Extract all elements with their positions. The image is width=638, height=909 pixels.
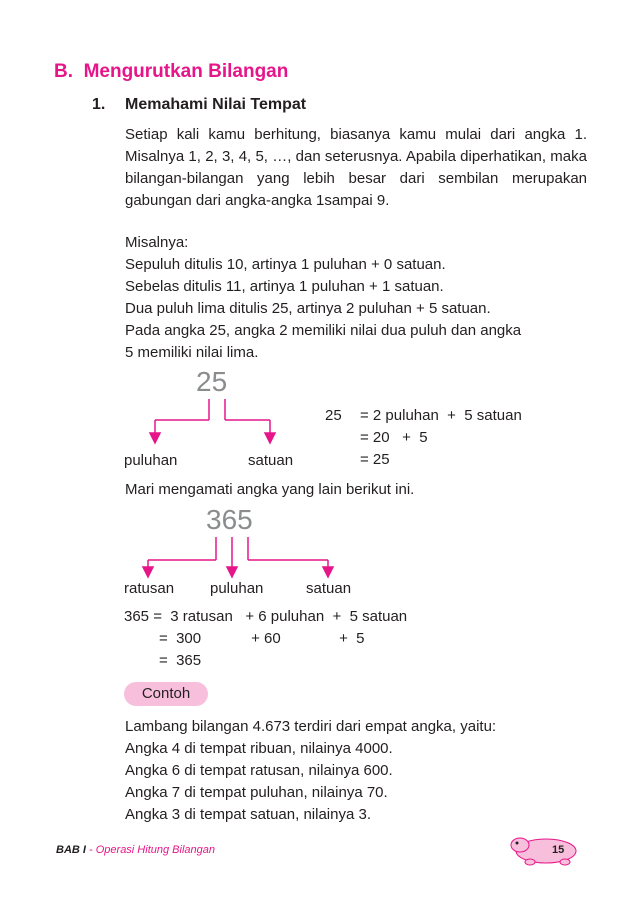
footer-separator: -: [85, 844, 96, 856]
text-line: Sebelas ditulis 11, artinya 1 puluhan + 1 satuan.: [125, 278, 444, 295]
example-line: Lambang bilangan 4.673 terdiri dari empat angka, yaitu:: [125, 718, 497, 735]
diagram1-number: 25: [196, 366, 228, 397]
text-line: Misalnya:: [125, 234, 189, 251]
section-title: Mengurutkan Bilangan: [83, 61, 289, 82]
diagram2-label-satuan: satuan: [306, 580, 352, 597]
diagram2-eq-line: = 300 + 60 + 5: [159, 630, 365, 647]
diagram1-label-puluhan: puluhan: [124, 452, 178, 469]
example-line: Angka 7 di tempat puluhan, nilainya 70.: [125, 784, 388, 801]
arrow-head: [265, 433, 275, 443]
diagram2-label-puluhan: puluhan: [210, 580, 264, 597]
diagram1-label-satuan: satuan: [248, 452, 294, 469]
arrow-head: [150, 433, 160, 443]
diagram1-eq-line: = 20 + 5: [360, 429, 428, 446]
diagram1-eq-line: = 25: [360, 451, 390, 468]
observe-text: Mari mengamati angka yang lain berikut ini.: [125, 481, 415, 498]
diagram2-number: 365: [206, 504, 253, 535]
arrow-head: [143, 567, 153, 577]
example-line: Angka 4 di tempat ribuan, nilainya 4000.: [125, 740, 393, 757]
example-line: Angka 3 di tempat satuan, nilainya 3.: [125, 806, 371, 823]
example-line: Angka 6 di tempat ratusan, nilainya 600.: [125, 762, 393, 779]
diagram1-eq-lhs: 25: [325, 407, 342, 424]
text-line: 5 memiliki nilai lima.: [125, 344, 259, 361]
subsection-number: 1.: [92, 96, 106, 113]
arrow-head: [227, 567, 237, 577]
diagram2-eq-line: = 365: [159, 652, 202, 669]
example-badge: Contoh: [124, 682, 208, 706]
text-line: Sepuluh ditulis 10, artinya 1 puluhan + 0 satuan.: [125, 256, 446, 273]
text-line: Pada angka 25, angka 2 memiliki nilai dua puluh dan angka: [125, 322, 522, 339]
text-line: Dua puluh lima ditulis 25, artinya 2 puluhan + 5 satuan.: [125, 300, 491, 317]
subsection-title: Memahami Nilai Tempat: [125, 96, 307, 113]
diagram2-eq-line: 365 = 3 ratusan + 6 puluhan + 5 satuan: [124, 608, 408, 625]
diagram2-label-ratusan: ratusan: [124, 580, 175, 597]
section-letter: B.: [54, 61, 73, 82]
page-number: 15: [552, 844, 565, 856]
footer-chapter-title: Operasi Hitung Bilangan: [95, 844, 215, 856]
turtle-icon: [511, 838, 576, 865]
diagram1-eq-line: = 2 puluhan + 5 satuan: [360, 407, 522, 424]
footer-chapter: [56, 844, 215, 856]
footer-chapter-label: BAB I: [56, 844, 86, 856]
intro-paragraph: Setiap kali kamu berhitung, biasanya kamu mulai dari angka 1. Misalnya 1, 2, 3, 4, 5, …, dan seterusnya. Apabila diperhatikan, maka bilangan-bilangan yang lebih besar dari sembilan merupakan gabungan dari angka-angka 1sampai 9.: [125, 126, 587, 209]
arrow-head: [323, 567, 333, 577]
